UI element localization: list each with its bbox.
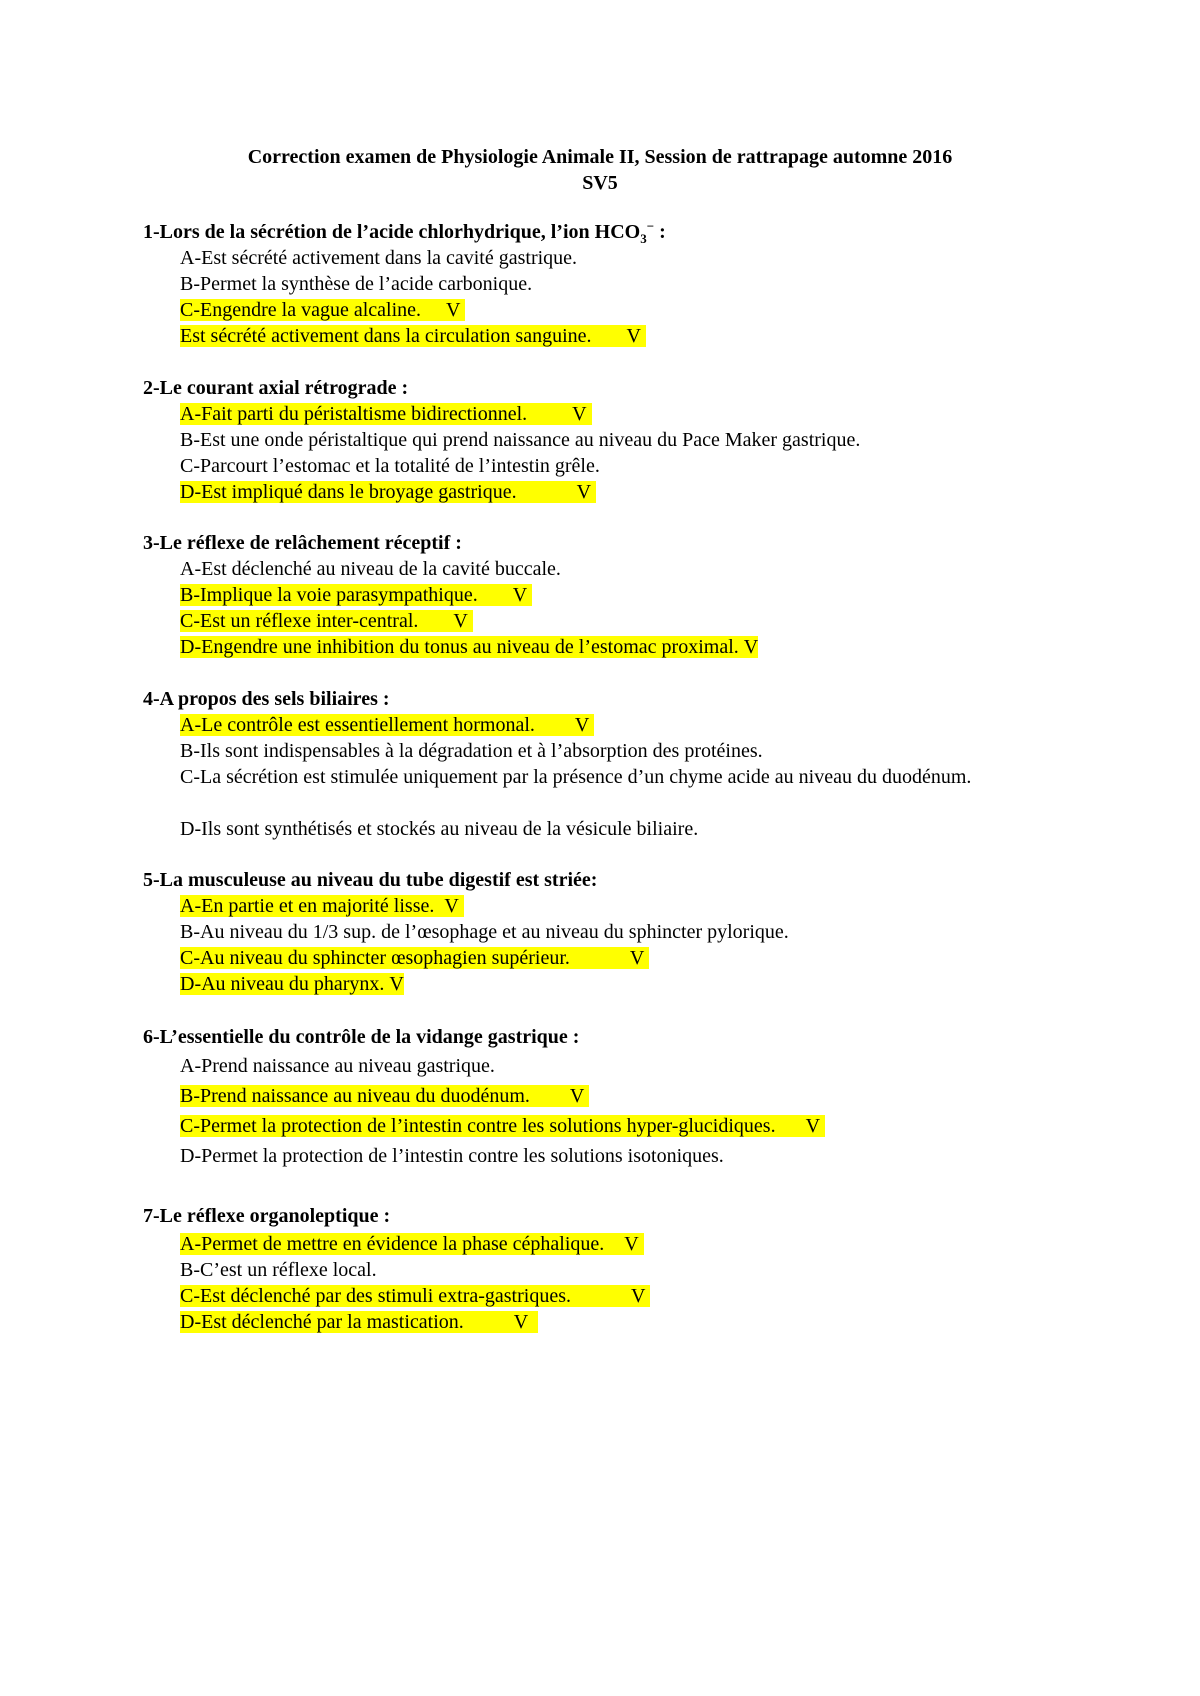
answer-text: C-Engendre la vague alcaline.	[180, 299, 421, 321]
answer-text: A-Permet de mettre en évidence la phase céphalique.	[180, 1233, 605, 1255]
correct-mark: V	[453, 610, 468, 632]
question-2-answer-b	[180, 427, 860, 453]
correct-mark: V	[805, 1115, 821, 1137]
answer-text: B-Ils sont indispensables à la dégradation et à l’absorption des protéines.	[180, 740, 763, 762]
answer-text: D-Engendre une inhibition du tonus au niveau de l’estomac proximal.	[180, 636, 739, 658]
answer-text: A-Est déclenché au niveau de la cavité buccale.	[180, 558, 561, 580]
question-5-title: 5-La musculeuse au niveau du tube digestif est striée:	[143, 869, 598, 891]
question-1-title-suffix: :	[654, 221, 666, 243]
answer-highlight	[180, 1085, 589, 1107]
question-7-answer-a	[180, 1231, 644, 1257]
correct-mark: V	[446, 299, 461, 321]
question-1-answer-d	[180, 323, 646, 349]
answer-highlight	[180, 1285, 650, 1307]
question-2-answer-d	[180, 479, 596, 505]
answer-text: B-Implique la voie parasympathique.	[180, 584, 478, 606]
document-title: Correction examen de Physiologie Animale II, Session de rattrapage automne 2016	[247, 146, 953, 168]
correct-mark: V	[389, 973, 404, 995]
answer-text: D-Au niveau du pharynx.	[180, 973, 385, 995]
question-2-title: 2-Le courant axial rétrograde :	[143, 377, 409, 399]
answer-highlight	[180, 584, 532, 606]
correct-mark: V	[576, 481, 592, 503]
question-7-answer-d	[180, 1309, 538, 1335]
correct-mark: V	[444, 895, 459, 917]
question-4-answer-c	[180, 764, 1060, 790]
answer-text: A-Fait parti du péristaltisme bidirectionnel.	[180, 403, 528, 425]
question-5-answer-a	[180, 893, 464, 919]
correct-mark: V	[569, 1085, 585, 1107]
answer-text: A-Le contrôle est essentiellement hormonal.	[180, 714, 535, 736]
answer-text: C-Permet la protection de l’intestin contre les solutions hyper-glucidiques.	[180, 1115, 776, 1137]
question-4-title: 4-A propos des sels biliaires :	[143, 688, 390, 710]
question-4-answer-d	[180, 816, 698, 842]
answer-text: Est sécrété activement dans la circulation sanguine.	[180, 325, 592, 347]
question-7-answer-c	[180, 1283, 650, 1309]
answer-highlight	[180, 947, 649, 969]
question-3-answer-d	[180, 634, 758, 660]
question-6-answer-d	[180, 1143, 724, 1169]
question-1-answer-c	[180, 297, 465, 323]
answer-highlight	[180, 636, 758, 658]
question-1-title-subscript: 3	[640, 231, 647, 246]
question-5-answer-d	[180, 971, 404, 997]
correct-mark: V	[574, 714, 590, 736]
document-subtitle: SV5	[582, 172, 618, 194]
answer-highlight	[180, 1311, 538, 1333]
answer-highlight	[180, 973, 404, 995]
answer-text: D-Permet la protection de l’intestin contre les solutions isotoniques.	[180, 1145, 724, 1167]
answer-highlight	[180, 610, 473, 632]
question-2-answer-c	[180, 453, 600, 479]
question-6-answer-a	[180, 1053, 495, 1079]
question-3-answer-c	[180, 608, 473, 634]
question-1-title-text: 1-Lors de la sécrétion de l’acide chlorhydrique, l’ion HCO	[143, 221, 641, 243]
question-2-answer-a	[180, 401, 592, 427]
question-5-answer-b	[180, 919, 789, 945]
question-6-title: 6-L’essentielle du contrôle de la vidange gastrique :	[143, 1026, 580, 1048]
question-6-answer-b	[180, 1083, 589, 1109]
correct-mark: V	[626, 325, 641, 347]
question-3-answer-b	[180, 582, 532, 608]
answer-text: B-Permet la synthèse de l’acide carbonique.	[180, 273, 533, 295]
answer-text: A-Est sécrété activement dans la cavité gastrique.	[180, 247, 578, 269]
answer-text: A-En partie et en majorité lisse.	[180, 895, 435, 917]
correct-mark: V	[743, 636, 759, 658]
correct-mark: V	[512, 584, 528, 606]
question-4-answer-b	[180, 738, 763, 764]
answer-highlight	[180, 895, 464, 917]
answer-text: C-Au niveau du sphincter œsophagien supérieur.	[180, 947, 570, 969]
question-1-title-superscript: −	[646, 218, 655, 234]
question-3-answer-a	[180, 556, 561, 582]
answer-text: D-Ils sont synthétisés et stockés au niveau de la vésicule biliaire.	[180, 818, 699, 840]
answer-highlight	[180, 481, 596, 503]
answer-text: D-Est déclenché par la mastication.	[180, 1311, 464, 1333]
answer-highlight	[180, 325, 646, 347]
correct-mark: V	[572, 403, 587, 425]
answer-text: B-Est une onde péristaltique qui prend naissance au niveau du Pace Maker gastrique.	[180, 429, 861, 451]
answer-text: D-Est impliqué dans le broyage gastrique.	[180, 481, 517, 503]
answer-text: B-Au niveau du 1/3 sup. de l’œsophage et au niveau du sphincter pylorique.	[180, 921, 789, 943]
question-7-answer-b	[180, 1257, 377, 1283]
correct-mark: V	[513, 1311, 529, 1333]
answer-text: C-Est un réflexe inter-central.	[180, 610, 419, 632]
question-1-title	[143, 219, 666, 245]
answer-text: A-Prend naissance au niveau gastrique.	[180, 1055, 495, 1077]
answer-text: C-Est déclenché par des stimuli extra-gastriques.	[180, 1285, 571, 1307]
answer-text: B-C’est un réflexe local.	[180, 1259, 377, 1281]
question-5-answer-c	[180, 945, 649, 971]
correct-mark: V	[629, 947, 645, 969]
correct-mark: V	[631, 1285, 646, 1307]
answer-highlight	[180, 299, 465, 321]
question-1-answer-a	[180, 245, 577, 271]
answer-highlight	[180, 1115, 825, 1137]
correct-mark: V	[624, 1233, 639, 1255]
question-3-title: 3-Le réflexe de relâchement réceptif :	[143, 532, 462, 554]
question-4-answer-a	[180, 712, 594, 738]
answer-text: C-Parcourt l’estomac et la totalité de l’intestin grêle.	[180, 455, 600, 477]
answer-highlight	[180, 714, 594, 736]
question-1-answer-b	[180, 271, 532, 297]
question-6-answer-c	[180, 1113, 825, 1139]
answer-text: B-Prend naissance au niveau du duodénum.	[180, 1085, 530, 1107]
answer-highlight	[180, 1233, 644, 1255]
answer-highlight	[180, 403, 592, 425]
answer-text: C-La sécrétion est stimulée uniquement par la présence d’un chyme acide au niveau du duodénum.	[180, 766, 972, 788]
question-7-title: 7-Le réflexe organoleptique :	[143, 1205, 391, 1227]
